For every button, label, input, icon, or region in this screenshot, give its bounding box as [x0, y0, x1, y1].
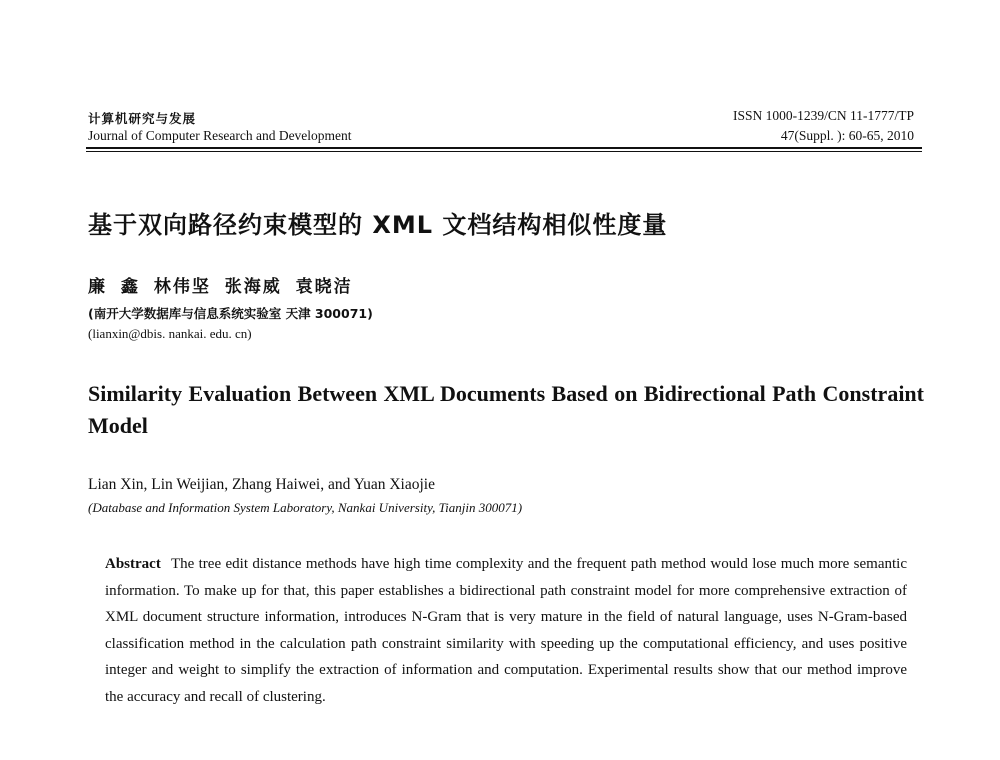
email: (lianxin@dbis. nankai. edu. cn)	[88, 326, 252, 341]
affiliation-cn: (南开大学数据库与信息系统实验室 天津 300071)	[88, 306, 373, 321]
title-en: Similarity Evaluation Between XML Documents Based on Bidirectional Path Constraint Model	[88, 381, 924, 438]
volume-pages: 47(Suppl. ): 60-65, 2010	[780, 128, 914, 143]
authors-cn: 廉 鑫 林伟坚 张海威 袁晓洁	[88, 277, 353, 297]
title-cn: 基于双向路径约束模型的 XML 文档结构相似性度量	[88, 211, 668, 239]
abstract-text: The tree edit distance methods have high time complexity and the frequent path method would lose much more semantic information. To make up for that, this paper establishes a bidirectional path constraint model for more comprehensive extraction of XML document structure information, introduces N-Gram that is very mature in the field of natural language, uses N-Gram-based classification method in the calculation path constraint similarity with speeding up the computational efficiency, and uses positive integer and weight to simplify the extraction of information and computation. Experimental results show that our method improve the accuracy and recall of clustering.	[105, 556, 907, 705]
header-rule-thick	[86, 147, 922, 149]
abstract-label: Abstract	[105, 556, 161, 572]
header-rule-thin	[86, 151, 922, 152]
affiliation-en: (Database and Information System Laboratory, Nankai University, Tianjin 300071)	[88, 500, 523, 515]
abstract	[105, 551, 907, 710]
issn: ISSN 1000-1239/CN 11-1777/TP	[732, 108, 914, 123]
journal-name-en: Journal of Computer Research and Development	[88, 128, 352, 143]
journal-name-cn: 计算机研究与发展	[88, 111, 197, 126]
authors-en: Lian Xin, Lin Weijian, Zhang Haiwei, and Yuan Xiaojie	[88, 476, 435, 493]
